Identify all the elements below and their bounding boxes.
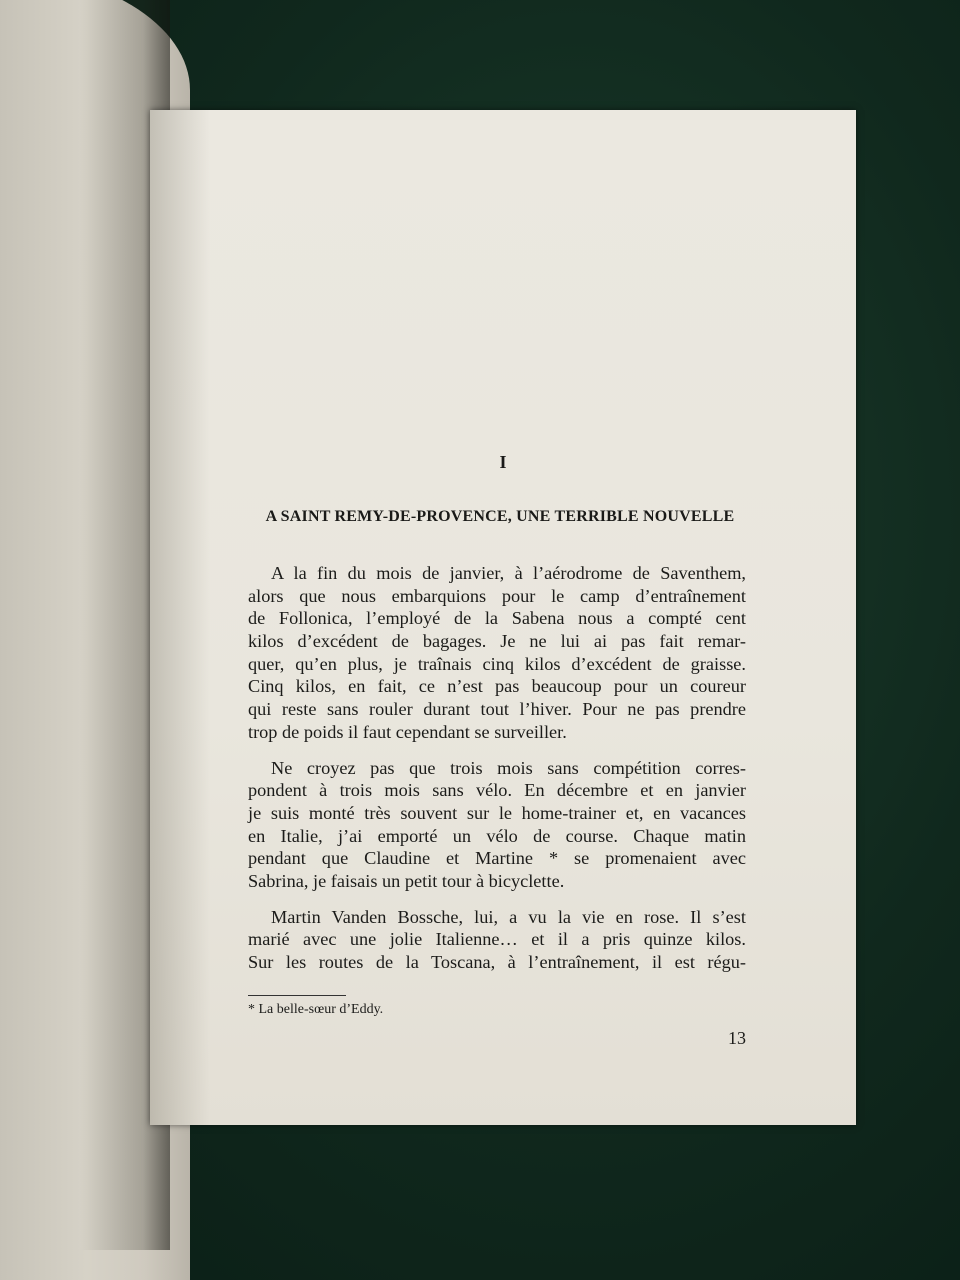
text-line: quer, qu’en plus, je traînais cinq kilos d’excédent de graisse. bbox=[248, 653, 746, 674]
text-line: marié avec une jolie Italienne… et il a pris quinze kilos. bbox=[248, 929, 746, 950]
text-line: Martin Vanden Bossche, lui, a vu la vie en rose. Il s’est bbox=[271, 906, 746, 927]
text-line: kilos d’excédent de bagages. Je ne lui ai pas fait remar- bbox=[248, 631, 746, 652]
paragraph-gap bbox=[248, 893, 746, 906]
text-line: pendant que Claudine et Martine * se promenaient avec bbox=[248, 848, 746, 869]
text-line: qui reste sans rouler durant tout l’hiver. Pour ne pas prendre bbox=[248, 699, 746, 720]
text-line: en Italie, j’ai emporté un vélo de course. Chaque matin bbox=[248, 825, 746, 846]
text-line: pondent à trois mois sans vélo. En décembre et en janvier bbox=[248, 780, 746, 801]
page-number: 13 bbox=[728, 1028, 746, 1048]
chapter-title: A SAINT REMY-DE-PROVENCE, UNE TERRIBLE NOUVELLE bbox=[265, 508, 735, 525]
text-line: de Follonica, l’employé de la Sabena nous a compté cent bbox=[248, 608, 746, 629]
text-line: Sabrina, je faisais un petit tour à bicyclette. bbox=[248, 870, 565, 891]
text-line: Ne croyez pas que trois mois sans compétition corres- bbox=[271, 757, 746, 778]
chapter-number: I bbox=[499, 452, 507, 472]
text-line: A la fin du mois de janvier, à l’aérodrome de Saventhem, bbox=[271, 563, 746, 583]
text-line: trop de poids il faut cependant se surveiller. bbox=[248, 721, 567, 742]
paragraph-gap bbox=[248, 744, 746, 757]
footnote: * La belle-sœur d’Eddy. bbox=[248, 1002, 384, 1017]
book-page bbox=[150, 110, 856, 1125]
text-line: Cinq kilos, en fait, ce n’est pas beaucoup pour un coureur bbox=[248, 676, 746, 697]
text-line: alors que nous embarquions pour le camp d’entraînement bbox=[248, 585, 746, 606]
text-line: Sur les routes de la Toscana, à l’entraînement, il est régu- bbox=[248, 952, 746, 972]
body-text bbox=[248, 562, 746, 974]
text-line: je suis monté très souvent sur le home-trainer et, en vacances bbox=[248, 802, 746, 823]
footnote-rule bbox=[248, 995, 346, 996]
